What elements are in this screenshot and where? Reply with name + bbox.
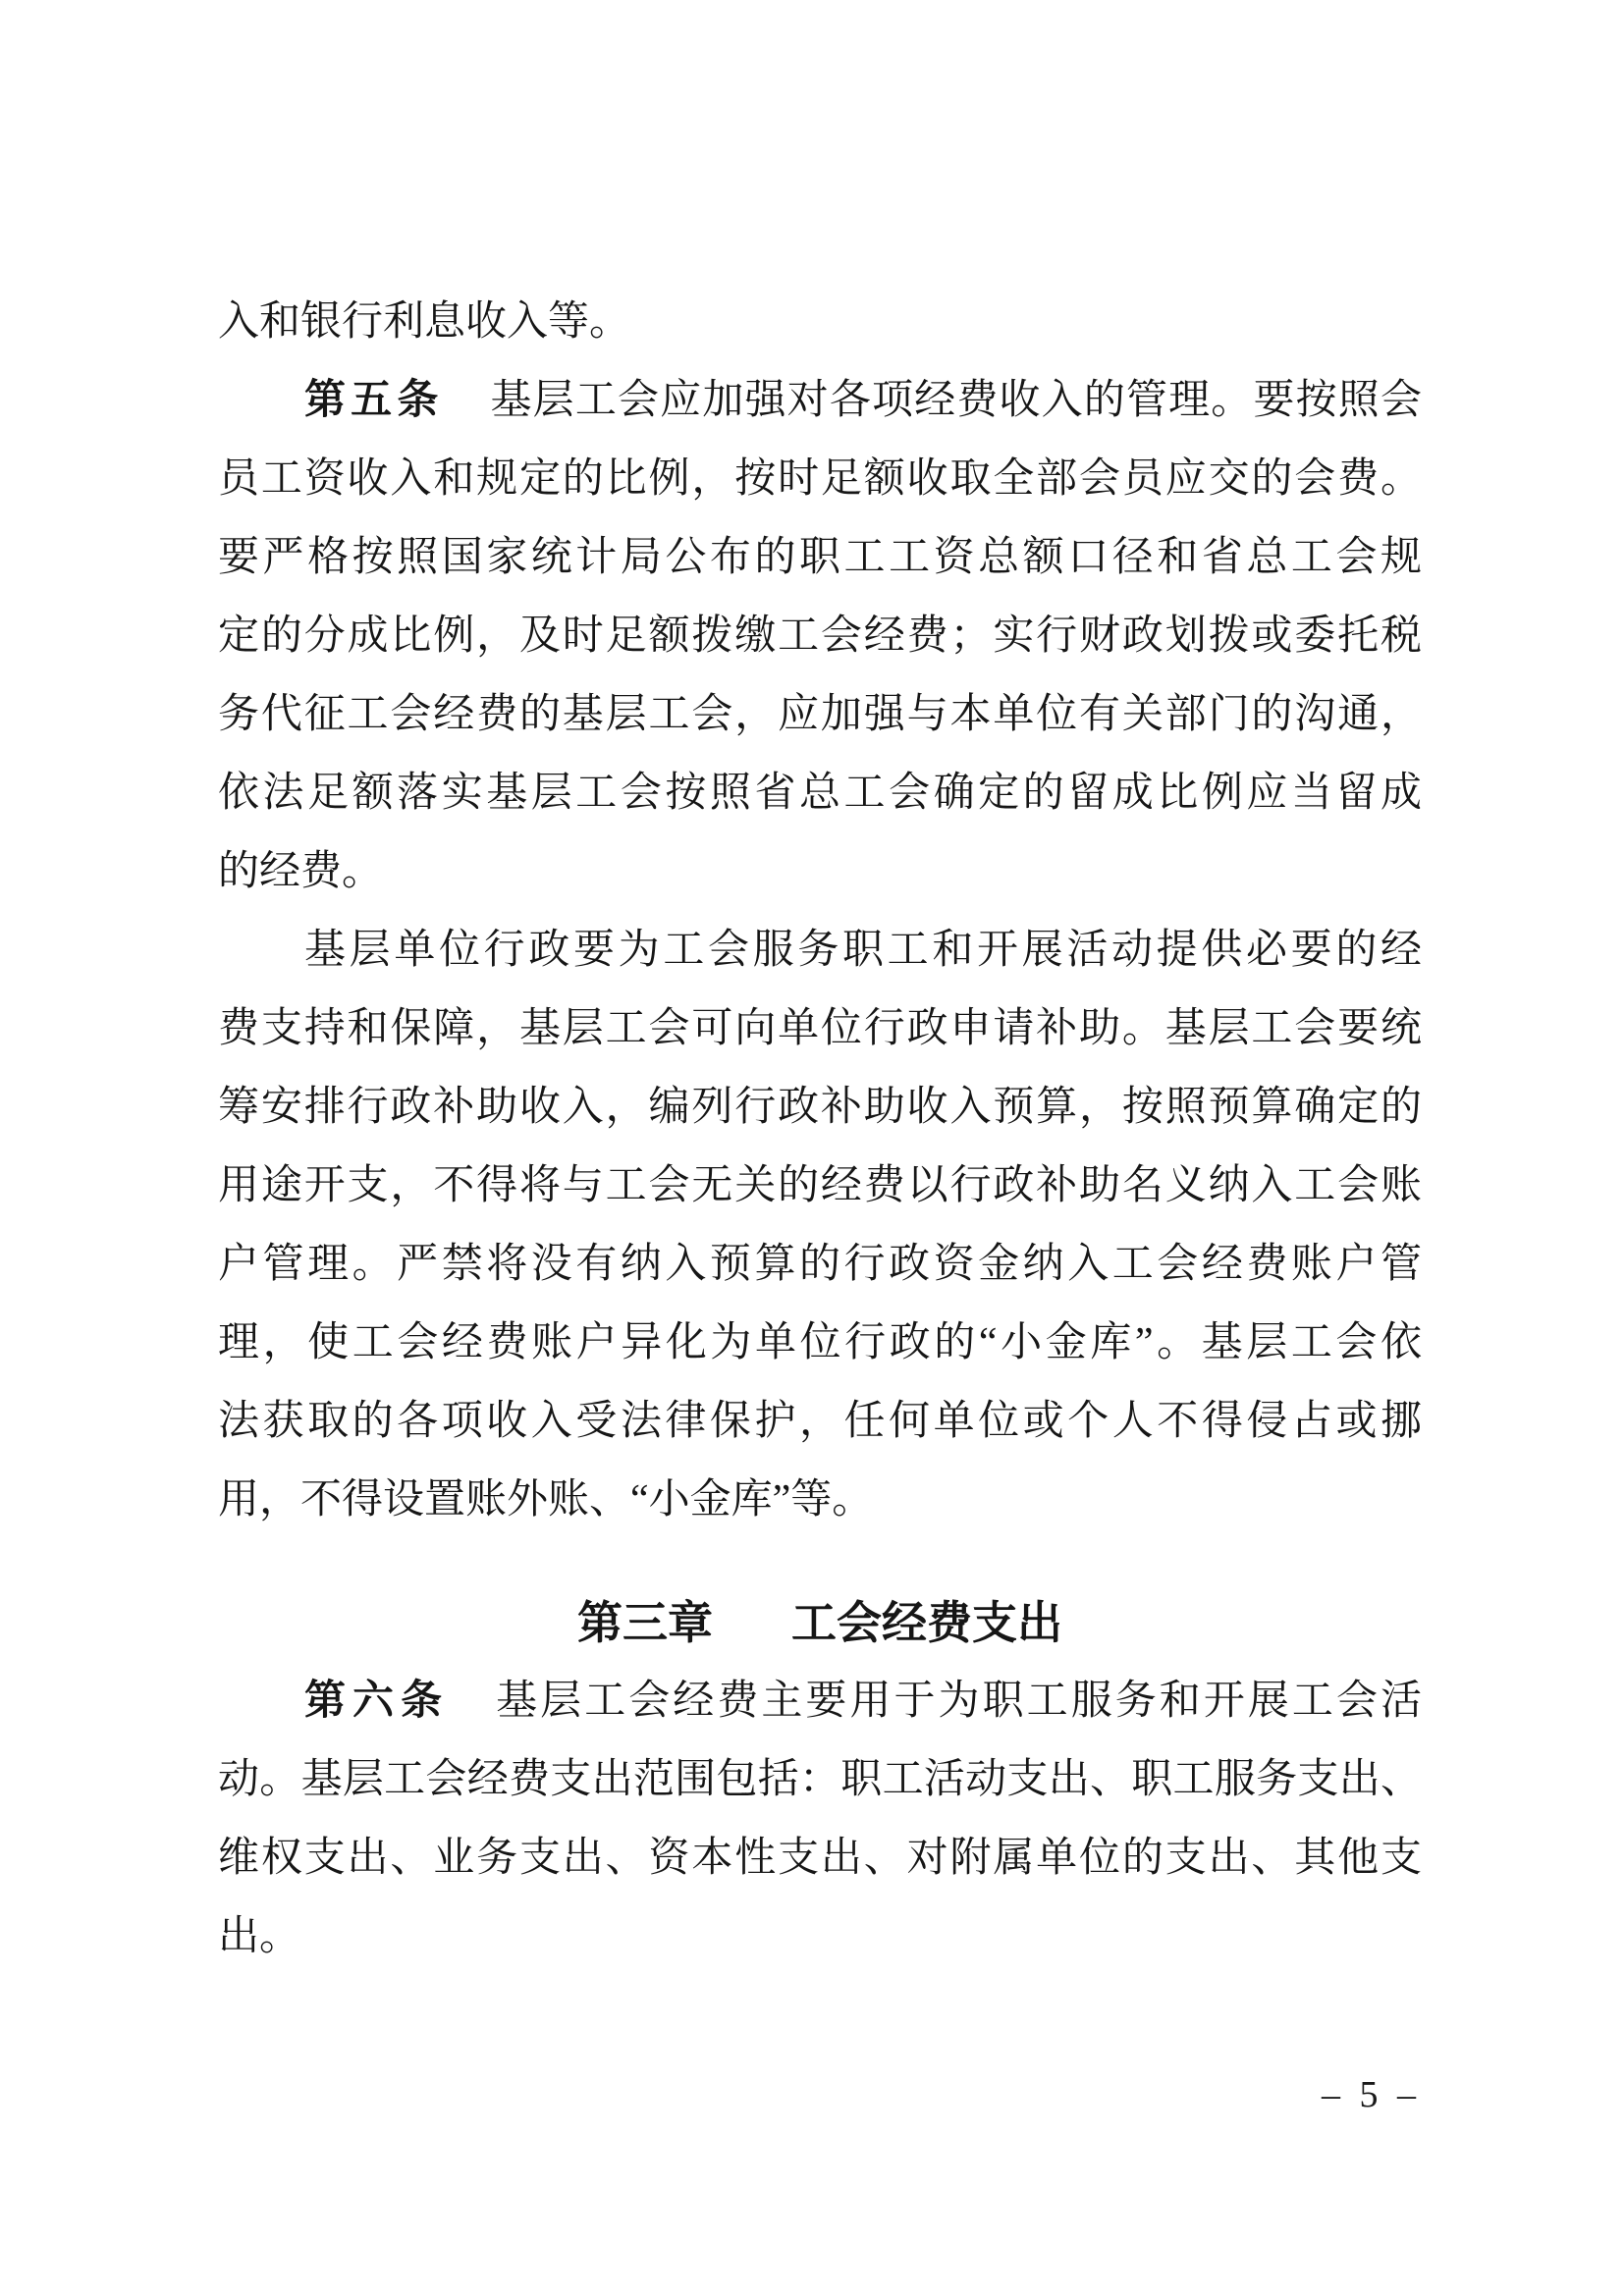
body-line [218,1662,1422,1740]
chapter-number: 第三章 [577,1597,713,1648]
document-body [218,283,1422,1976]
body-line: 用途开支，不得将与工会无关的经费以行政补助名义纳入工会账 [218,1163,1422,1208]
paragraph [218,911,1422,1539]
body-line: 动。基层工会经费支出范围包括：职工活动支出、职工服务支出、 [218,1757,1422,1802]
body-line: 费支持和保障，基层工会可向单位行政申请补助。基层工会要统 [218,1006,1422,1051]
paragraph [218,361,1422,911]
chapter-heading [218,1583,1422,1662]
body-line: 要严格按照国家统计局公布的职工工资总额口径和省总工会规 [218,535,1422,580]
body-line-text: 基层工会应加强对各项经费收入的管理。要按照会 [490,378,1422,423]
body-line-text: 基层工会经费主要用于为职工服务和开展工会活 [496,1679,1422,1724]
body-line: 依法足额落实基层工会按照省总工会确定的留成比例应当留成 [218,771,1422,816]
paragraph [218,1662,1422,1976]
article-number-lead: 第五条 [304,378,444,423]
chapter-title: 工会经费支出 [791,1597,1062,1648]
body-line: 法获取的各项收入受法律保护，任何单位或个人不得侵占或挪 [218,1399,1422,1444]
body-line: 基层单位行政要为工会服务职工和开展活动提供必要的经 [304,928,1422,973]
body-line: 维权支出、业务支出、资本性支出、对附属单位的支出、其他支 [218,1836,1422,1881]
article-number-lead: 第六条 [304,1679,450,1724]
body-line: 的经费。 [218,849,384,894]
body-line: 理，使工会经费账户异化为单位行政的“小金库”。基层工会依 [218,1320,1422,1365]
page-number: – 5 – [1322,2074,1421,2115]
body-line: 员工资收入和规定的比例，按时足额收取全部会员应交的会费。 [218,456,1422,502]
body-line: 户管理。严禁将没有纳入预算的行政资金纳入工会经费账户管 [218,1242,1422,1287]
body-line: 定的分成比例，及时足额拨缴工会经费；实行财政划拨或委托税 [218,614,1422,659]
body-line: 筹安排行政补助收入，编列行政补助收入预算，按照预算确定的 [218,1085,1422,1130]
body-line [218,361,1422,440]
body-line: 务代征工会经费的基层工会，应加强与本单位有关部门的沟通， [218,692,1422,737]
paragraph [218,283,1422,361]
body-line: 出。 [218,1914,301,1959]
body-line: 入和银行利息收入等。 [218,299,631,345]
body-line: 用，不得设置账外账、“小金库”等。 [218,1477,874,1522]
